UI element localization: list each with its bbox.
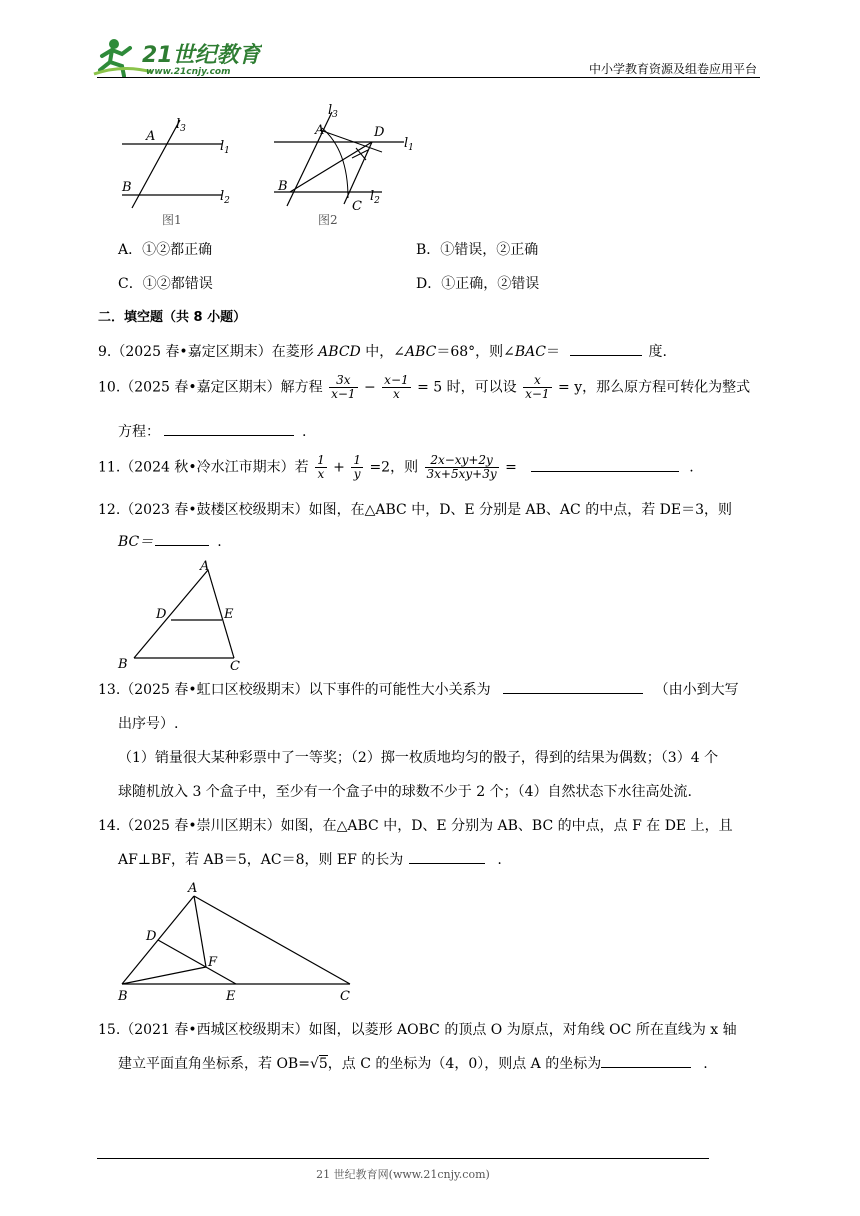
question-13: 13.（2025 春•虹口区校级期末）以下事件的可能性大小关系为 （由小到大写 (98, 682, 739, 698)
sqrt-symbol: √ (309, 1056, 319, 1072)
q12-point-d: D (156, 607, 167, 622)
section-title: 二．填空题（共 8 小题） (98, 310, 247, 325)
q8-option-c: C．①②都错误 (118, 276, 213, 292)
q14-point-d: D (146, 929, 157, 944)
fig2-point-a: A (315, 123, 325, 138)
q14-point-f: F (208, 955, 218, 970)
q14-segment-bf (122, 967, 206, 984)
question-11: 11.（2024 秋•冷水江市期末）若 $\frac{1}{x}$ + $\frac{1}{y}$ =2，则 $\frac{2x-xy+2y}{3x+5xy+3y}$ = . (98, 453, 694, 481)
q9-answer-blank[interactable] (570, 342, 642, 356)
q11-fraction-2: $\frac{1}{y}$ (353, 453, 361, 481)
fig1-point-b: B (122, 180, 132, 195)
q12-point-e: E (224, 607, 234, 622)
fig2-label-l2: $l_2$ (370, 189, 380, 206)
q10-fraction-2: $\frac{x-1}{x}$ (384, 373, 409, 401)
question-12: 12.（2023 春•鼓楼区校级期末）如图，在△ABC 中，D、E 分别是 AB、AC 的中点，若 DE＝3，则 (98, 502, 733, 518)
fig1-point-a: A (146, 129, 156, 144)
question-14-line-2: AF⊥BF，若 AB＝5，AC＝8，则 EF 的长为 . (118, 852, 502, 868)
fig2-label-l3: $l_3$ (328, 103, 338, 120)
q8-figures (112, 100, 432, 230)
question-15: 15.（2021 春•西城区校级期末）如图，以菱形 AOBC 的顶点 O 为原点，对角线 OC 所在直线为 x 轴 (98, 1022, 737, 1038)
question-13-line-3: （1）销量很大某种彩票中了一等奖；（2）掷一枚质地均匀的骰子，得到的结果为偶数；（3）4 个 (118, 750, 719, 766)
q12-point-c: C (230, 659, 240, 674)
q13-answer-blank[interactable] (503, 680, 643, 694)
fig2-bisector-line (320, 130, 382, 152)
q12-point-a: A (200, 559, 210, 574)
q10-fraction-3: $\frac{x}{x-1}$ (525, 373, 550, 401)
question-15-line-2: 建立平面直角坐标系，若 OB=√5，点 C 的坐标为（4，0），则点 A 的坐标为 . (118, 1056, 708, 1072)
fig2-label-l1: $l_1$ (404, 136, 414, 153)
question-13-line-2: 出序号）. (118, 716, 179, 732)
fig2-point-b: B (278, 179, 288, 194)
fig1-label-l2: $l_2$ (220, 189, 230, 206)
q10-answer-blank[interactable] (164, 422, 294, 436)
question-12-line-2: BC＝ . (118, 534, 222, 550)
header-divider (97, 77, 760, 78)
q14-point-b: B (118, 989, 128, 1004)
fig1-label-l3: $l_3$ (176, 117, 186, 134)
q12-side-ab (134, 570, 208, 658)
q10-fraction-1: $\frac{3x}{x-1}$ (331, 373, 356, 401)
q14-side-ac (194, 896, 350, 984)
fig2-point-d: D (374, 125, 385, 140)
fig2-caption: 图2 (318, 213, 338, 227)
question-10: 10.（2025 春•嘉定区期末）解方程 $\frac{3x}{x-1}$ − $\frac{x-1}{x}$ = 5 时，可以设 $\frac{x}{x-1}$ = y，那么原方程可转化为整式 (98, 373, 751, 401)
q11-fraction-3: $\frac{2x-xy+2y}{3x+5xy+3y}$ (426, 453, 497, 481)
q8-option-a: A．①②都正确 (118, 242, 213, 258)
q14-point-c: C (340, 989, 350, 1004)
q14-point-e: E (226, 989, 236, 1004)
q8-option-d: D．①正确，②错误 (416, 276, 540, 292)
fig2-diagonal-bd (290, 142, 372, 192)
question-10-line-2: 方程： . (118, 424, 307, 440)
fig2-point-c: C (352, 199, 362, 214)
footer-divider (97, 1158, 709, 1159)
runner-logo-icon (92, 34, 262, 80)
site-logo (92, 34, 262, 80)
q15-answer-blank[interactable] (601, 1054, 691, 1068)
q12-triangle-figure (112, 558, 262, 674)
logo-main-text: 21世纪教育 (142, 43, 261, 68)
q8-option-b: B．①错误，②正确 (416, 242, 539, 258)
q14-midline-de (158, 940, 236, 984)
platform-name: 中小学教育资源及组卷应用平台 (588, 62, 757, 76)
fig1-caption: 图1 (162, 213, 182, 227)
footer-link[interactable]: 21 世纪教育网(www.21cnjy.com) (316, 1168, 490, 1181)
q14-triangle-figure (112, 878, 362, 1004)
q14-answer-blank[interactable] (409, 850, 485, 864)
q11-answer-blank[interactable] (531, 458, 679, 472)
question-13-line-4: 球随机放入 3 个盒子中，至少有一个盒子中的球数不少于 2 个；（4）自然状态下水往高处流. (118, 784, 692, 800)
q12-point-b: B (118, 657, 128, 672)
q14-point-a: A (188, 881, 198, 896)
question-14: 14.（2025 春•崇川区期末）如图，在△ABC 中，D、E 分别为 AB、BC 的中点，点 F 在 DE 上，且 (98, 818, 733, 834)
question-9: 9.（2025 春•嘉定区期末）在菱形 ABCD 中，∠ABC＝68°，则∠BAC＝ 度. (98, 344, 667, 360)
q14-segment-af (194, 896, 206, 967)
q12-answer-blank[interactable] (155, 532, 209, 546)
fig1-label-l1: $l_1$ (220, 139, 230, 156)
q11-fraction-1: $\frac{1}{x}$ (317, 453, 325, 481)
logo-url-text: www.21cnjy.com (146, 67, 231, 77)
